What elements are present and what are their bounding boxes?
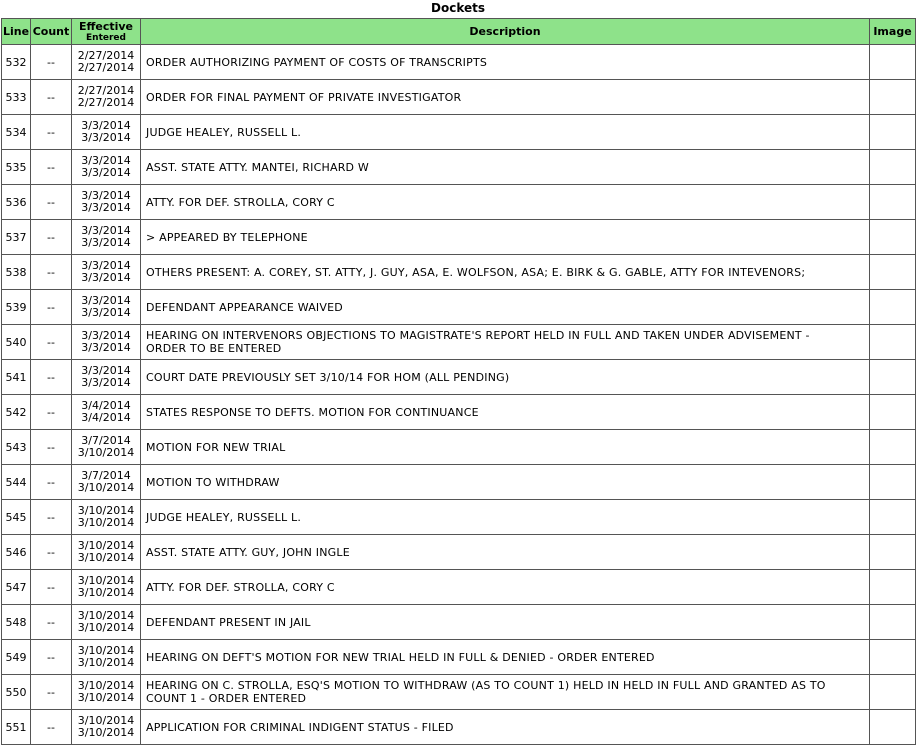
- entered-date: 3/10/2014: [77, 656, 135, 669]
- dockets-table: [1, 18, 916, 745]
- dates-cell: [72, 45, 141, 80]
- table-row: [2, 570, 916, 605]
- line-number: 551: [2, 710, 31, 745]
- table-row: [2, 360, 916, 395]
- table-row: [2, 115, 916, 150]
- description-cell: DEFENDANT PRESENT IN JAIL: [141, 605, 870, 640]
- line-number: 541: [2, 360, 31, 395]
- entered-date: 3/3/2014: [81, 271, 131, 284]
- description-cell: DEFENDANT APPEARANCE WAIVED: [141, 290, 870, 325]
- image-cell: [870, 465, 916, 500]
- effective-date: 3/3/2014: [81, 224, 131, 237]
- line-number: 536: [2, 185, 31, 220]
- effective-date: 3/10/2014: [77, 504, 135, 517]
- line-number: 539: [2, 290, 31, 325]
- dates-cell: [72, 570, 141, 605]
- header-effective: Effective: [78, 19, 134, 33]
- entered-date: 3/10/2014: [77, 516, 135, 529]
- description-cell: MOTION TO WITHDRAW: [141, 465, 870, 500]
- line-number: 549: [2, 640, 31, 675]
- description-cell: > APPEARED BY TELEPHONE: [141, 220, 870, 255]
- line-number: 532: [2, 45, 31, 80]
- description-cell: STATES RESPONSE TO DEFTS. MOTION FOR CONTINUANCE: [141, 395, 870, 430]
- dates-cell: [72, 325, 141, 360]
- dates-cell: [72, 500, 141, 535]
- image-cell: [870, 570, 916, 605]
- image-cell: [870, 115, 916, 150]
- count-cell: --: [31, 675, 72, 710]
- description-cell: ATTY. FOR DEF. STROLLA, CORY C: [141, 185, 870, 220]
- line-number: 537: [2, 220, 31, 255]
- entered-date: 3/10/2014: [77, 586, 135, 599]
- description-cell: JUDGE HEALEY, RUSSELL L.: [141, 115, 870, 150]
- image-cell: [870, 605, 916, 640]
- description-cell: ORDER FOR FINAL PAYMENT OF PRIVATE INVESTIGATOR: [141, 80, 870, 115]
- count-cell: --: [31, 430, 72, 465]
- entered-date: 3/3/2014: [81, 236, 131, 249]
- dates-cell: [72, 220, 141, 255]
- dates-cell: [72, 430, 141, 465]
- table-row: [2, 710, 916, 745]
- table-row: [2, 535, 916, 570]
- effective-date: 3/7/2014: [81, 434, 131, 447]
- line-number: 540: [2, 325, 31, 360]
- line-number: 544: [2, 465, 31, 500]
- image-cell: [870, 80, 916, 115]
- count-cell: --: [31, 290, 72, 325]
- table-row: [2, 255, 916, 290]
- dates-cell: [72, 605, 141, 640]
- effective-date: 3/3/2014: [81, 259, 131, 272]
- description-cell: MOTION FOR NEW TRIAL: [141, 430, 870, 465]
- description-cell: ASST. STATE ATTY. MANTEI, RICHARD W: [141, 150, 870, 185]
- table-row: [2, 430, 916, 465]
- dockets-title: Dockets: [431, 1, 485, 15]
- docket-rows: [2, 45, 916, 745]
- count-cell: --: [31, 150, 72, 185]
- dates-cell: [72, 710, 141, 745]
- table-row: [2, 640, 916, 675]
- dates-cell: [72, 535, 141, 570]
- count-cell: --: [31, 395, 72, 430]
- table-row: [2, 500, 916, 535]
- header-image: Image: [870, 19, 916, 45]
- image-cell: [870, 395, 916, 430]
- effective-date: 3/3/2014: [81, 154, 131, 167]
- count-cell: --: [31, 605, 72, 640]
- description-cell: COURT DATE PREVIOUSLY SET 3/10/14 FOR HOM (ALL PENDING): [141, 360, 870, 395]
- entered-date: 3/10/2014: [77, 481, 135, 494]
- line-number: 548: [2, 605, 31, 640]
- entered-date: 2/27/2014: [77, 61, 135, 74]
- description-cell: ASST. STATE ATTY. GUY, JOHN INGLE: [141, 535, 870, 570]
- entered-date: 3/3/2014: [81, 306, 131, 319]
- effective-date: 3/3/2014: [81, 294, 131, 307]
- image-cell: [870, 255, 916, 290]
- entered-date: 3/3/2014: [81, 376, 131, 389]
- image-cell: [870, 220, 916, 255]
- image-cell: [870, 675, 916, 710]
- table-row: [2, 465, 916, 500]
- effective-date: 2/27/2014: [77, 84, 135, 97]
- count-cell: --: [31, 45, 72, 80]
- header-count: Count: [31, 19, 72, 45]
- line-number: 550: [2, 675, 31, 710]
- entered-date: 3/10/2014: [77, 551, 135, 564]
- table-row: [2, 395, 916, 430]
- header-effective-entered: [72, 19, 141, 45]
- count-cell: --: [31, 325, 72, 360]
- dates-cell: [72, 290, 141, 325]
- image-cell: [870, 360, 916, 395]
- dates-cell: [72, 395, 141, 430]
- header-entered: Entered: [86, 32, 126, 43]
- dates-cell: [72, 80, 141, 115]
- count-cell: --: [31, 360, 72, 395]
- effective-date: 3/3/2014: [81, 364, 131, 377]
- entered-date: 3/10/2014: [77, 446, 135, 459]
- line-number: 545: [2, 500, 31, 535]
- effective-date: 3/10/2014: [77, 714, 135, 727]
- description-cell: HEARING ON C. STROLLA, ESQ'S MOTION TO WITHDRAW (AS TO COUNT 1) HELD IN HELD IN FULL AND GRANTED AS TO COUNT 1 - ORDER ENTERED: [141, 675, 870, 710]
- effective-date: 3/3/2014: [81, 189, 131, 202]
- dates-cell: [72, 640, 141, 675]
- dates-cell: [72, 150, 141, 185]
- effective-date: 3/10/2014: [77, 644, 135, 657]
- table-row: [2, 45, 916, 80]
- entered-date: 3/10/2014: [77, 621, 135, 634]
- line-number: 538: [2, 255, 31, 290]
- entered-date: 3/3/2014: [81, 201, 131, 214]
- description-cell: OTHERS PRESENT: A. COREY, ST. ATTY, J. GUY, ASA, E. WOLFSON, ASA; E. BIRK & G. GABLE, ATTY FOR INTEVENORS;: [141, 255, 870, 290]
- effective-date: 3/10/2014: [77, 539, 135, 552]
- entered-date: 3/4/2014: [81, 411, 131, 424]
- effective-date: 3/4/2014: [81, 399, 131, 412]
- count-cell: --: [31, 640, 72, 675]
- dates-cell: [72, 115, 141, 150]
- dates-cell: [72, 255, 141, 290]
- table-row: [2, 290, 916, 325]
- description-cell: JUDGE HEALEY, RUSSELL L.: [141, 500, 870, 535]
- dates-cell: [72, 185, 141, 220]
- entered-date: 3/3/2014: [81, 341, 131, 354]
- image-cell: [870, 150, 916, 185]
- effective-date: 3/3/2014: [81, 119, 131, 132]
- dates-cell: [72, 465, 141, 500]
- header-row: [2, 19, 916, 45]
- description-cell: APPLICATION FOR CRIMINAL INDIGENT STATUS - FILED: [141, 710, 870, 745]
- table-row: [2, 325, 916, 360]
- image-cell: [870, 185, 916, 220]
- table-row: [2, 605, 916, 640]
- line-number: 543: [2, 430, 31, 465]
- line-number: 546: [2, 535, 31, 570]
- count-cell: --: [31, 535, 72, 570]
- description-cell: HEARING ON DEFT'S MOTION FOR NEW TRIAL HELD IN FULL & DENIED - ORDER ENTERED: [141, 640, 870, 675]
- table-row: [2, 150, 916, 185]
- line-number: 534: [2, 115, 31, 150]
- image-cell: [870, 710, 916, 745]
- image-cell: [870, 45, 916, 80]
- effective-date: 3/10/2014: [77, 679, 135, 692]
- line-number: 542: [2, 395, 31, 430]
- description-cell: HEARING ON INTERVENORS OBJECTIONS TO MAGISTRATE'S REPORT HELD IN FULL AND TAKEN UNDER ADVISEMENT - ORDER TO BE ENTERED: [141, 325, 870, 360]
- line-number: 547: [2, 570, 31, 605]
- effective-date: 3/7/2014: [81, 469, 131, 482]
- effective-date: 3/3/2014: [81, 329, 131, 342]
- effective-date: 3/10/2014: [77, 609, 135, 622]
- count-cell: --: [31, 220, 72, 255]
- image-cell: [870, 290, 916, 325]
- image-cell: [870, 325, 916, 360]
- effective-date: 2/27/2014: [77, 49, 135, 62]
- count-cell: --: [31, 185, 72, 220]
- image-cell: [870, 535, 916, 570]
- count-cell: --: [31, 80, 72, 115]
- count-cell: --: [31, 115, 72, 150]
- description-cell: ATTY. FOR DEF. STROLLA, CORY C: [141, 570, 870, 605]
- image-cell: [870, 500, 916, 535]
- count-cell: --: [31, 465, 72, 500]
- entered-date: 2/27/2014: [77, 96, 135, 109]
- entered-date: 3/10/2014: [77, 691, 135, 704]
- count-cell: --: [31, 500, 72, 535]
- header-line: Line: [2, 19, 31, 45]
- dates-cell: [72, 675, 141, 710]
- line-number: 535: [2, 150, 31, 185]
- line-number: 533: [2, 80, 31, 115]
- header-description: Description: [141, 19, 870, 45]
- count-cell: --: [31, 255, 72, 290]
- count-cell: --: [31, 570, 72, 605]
- table-row: [2, 80, 916, 115]
- entered-date: 3/10/2014: [77, 726, 135, 739]
- count-cell: --: [31, 710, 72, 745]
- table-row: [2, 675, 916, 710]
- entered-date: 3/3/2014: [81, 166, 131, 179]
- table-row: [2, 185, 916, 220]
- table-row: [2, 220, 916, 255]
- entered-date: 3/3/2014: [81, 131, 131, 144]
- description-cell: ORDER AUTHORIZING PAYMENT OF COSTS OF TRANSCRIPTS: [141, 45, 870, 80]
- effective-date: 3/10/2014: [77, 574, 135, 587]
- image-cell: [870, 640, 916, 675]
- dates-cell: [72, 360, 141, 395]
- image-cell: [870, 430, 916, 465]
